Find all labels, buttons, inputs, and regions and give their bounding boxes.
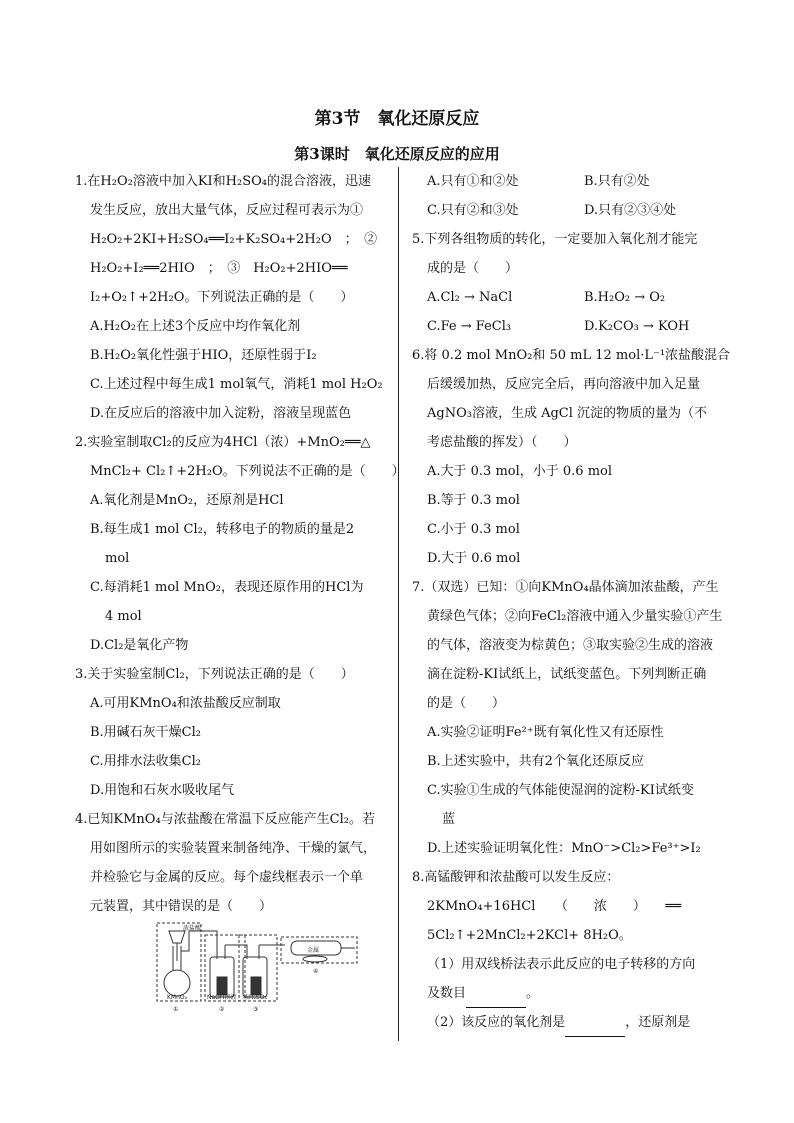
label-hcl: 浓盐酸	[183, 925, 202, 932]
q4-line-1: 4.已知KMnO₄与浓盐酸在常温下反应能产生Cl₂。若	[75, 812, 375, 827]
q4-line-3: 并检验它与金属的反应。每个虚线框表示一个单	[90, 870, 364, 885]
q3-option-a: A.可用KMnO₄和浓盐酸反应制取	[90, 696, 281, 711]
q2-option-c: C.每消耗1 mol MnO₂，表现还原作用的HCl为	[90, 580, 364, 595]
q8-equation-2: 5Cl₂↑+2MnCl₂+2KCl+ 8H₂O。	[427, 928, 632, 943]
q3-stem: 3.关于实验室制Cl₂，下列说法正确的是（ ）	[75, 667, 354, 682]
q2-option-d: D.Cl₂是氧化产物	[90, 638, 189, 653]
dropping-funnel	[169, 931, 185, 943]
q5-option-c: C.Fe → FeCl₃	[427, 319, 512, 334]
q7-line-5: 的是（ ）	[427, 696, 506, 711]
q2-option-b: B.每生成1 mol Cl₂，转移电子的物质的量是2	[90, 522, 355, 537]
label-metal: 金属	[307, 947, 320, 954]
unit-box-1	[157, 923, 201, 1001]
q1-line-5: I₂+O₂↑+2H₂O。下列说法正确的是（ ）	[90, 290, 354, 305]
q6-line-1: 6.将 0.2 mol MnO₂和 50 mL 12 mol·L⁻¹浓盐酸混合	[412, 348, 731, 363]
q5-option-a: A.Cl₂ → NaCl	[427, 290, 513, 305]
q4-option-b: B.只有②处	[584, 174, 650, 189]
q2-option-a: A.氧化剂是MnO₂，还原剂是HCl	[90, 493, 284, 508]
q4-line-4: 元装置，其中错误的是（ ）	[90, 899, 273, 914]
q2-line-1: 2.实验室制取Cl₂的反应为4HCl（浓）+MnO₂══△	[75, 435, 371, 450]
q1-option-a: A.H₂O₂在上述3个反应中均作氧化剂	[90, 319, 301, 334]
label-unit-1: ①	[173, 1006, 179, 1013]
q2-option-c-cont: 4 mol	[105, 609, 142, 624]
q6-option-b: B.等于 0.3 mol	[427, 493, 520, 508]
q8-blank-2[interactable]	[565, 1020, 625, 1037]
q7-line-3: 的气体，溶液变为棕黄色；③取实验②生成的溶液	[427, 638, 714, 653]
q1-line-4: H₂O₂+I₂══2HIO ； ③ H₂O₂+2HIO══	[90, 261, 348, 276]
round-flask	[164, 970, 190, 996]
q8-part-2-text: （2）该反应的氧化剂是	[427, 1015, 566, 1030]
label-kmno4: KMnO₄	[167, 994, 188, 1001]
q6-option-a: A.大于 0.3 mol，小于 0.6 mol	[427, 464, 613, 479]
q8-part-1-cont	[412, 979, 724, 1008]
q4-option-a: A.只有①和②处	[427, 174, 519, 189]
q3-option-b: B.用碱石灰干燥Cl₂	[90, 725, 202, 740]
q8-period: 。	[526, 986, 540, 1001]
q4-options-row-2	[412, 196, 724, 225]
q6-option-d: D.大于 0.6 mol	[427, 551, 521, 566]
q4-option-d: D.只有②③④处	[584, 203, 677, 218]
q5-stem-2: 成的是（ ）	[427, 261, 519, 276]
q3-option-d: D.用饱和石灰水吸收尾气	[90, 783, 235, 798]
label-h2so4: 浓H₂SO₄	[243, 994, 267, 1001]
q7-line-1: 7.（双选）已知：①向KMnO₄晶体滴加浓盐酸，产生	[412, 580, 719, 595]
q5-stem-1: 5.下列各组物质的转化，一定要加入氧化剂才能完	[412, 232, 698, 247]
q5-options-row-1	[412, 283, 724, 312]
burner	[303, 956, 327, 962]
q8-blank-1[interactable]	[466, 991, 526, 1008]
q3-option-c: C.用排水法收集Cl₂	[90, 754, 201, 769]
liquid-3	[251, 977, 261, 995]
q5-option-b: B.H₂O₂ → O₂	[584, 290, 666, 305]
q8-part-1-text: 及数目	[427, 986, 467, 1001]
left-column	[75, 167, 405, 1016]
label-unit-4: ④	[313, 968, 319, 975]
right-column	[412, 167, 731, 1037]
q7-option-c-cont: 蓝	[442, 812, 456, 827]
apparatus-diagram	[155, 921, 395, 1016]
q7-option-a: A.实验②证明Fe²⁺既有氧化性又有还原性	[427, 725, 664, 740]
q4-line-2: 用如图所示的实验装置来制备纯净、干燥的氯气，	[90, 841, 377, 856]
q8-part-2	[412, 1008, 724, 1037]
q1-line-1: 1.在H₂O₂溶液中加入KI和H₂SO₄的混合溶液，迅速	[75, 174, 371, 189]
q6-option-c: C.小于 0.3 mol	[427, 522, 520, 537]
q6-line-4: 考虑盐酸的挥发）（ ）	[427, 435, 577, 450]
q1-line-2: 发生反应，放出大量气体，反应过程可表示为①	[90, 203, 364, 218]
column-divider	[398, 167, 399, 1041]
q8-equation-1: 2KMnO₄+16HCl （ 浓 ） ══	[427, 899, 682, 914]
q8-part-2-tail: ，还原剂是	[625, 1015, 691, 1030]
label-unit-3: ③	[253, 1006, 259, 1013]
apparatus-figure	[155, 921, 395, 1016]
q5-option-d: D.K₂CO₃ → KOH	[584, 319, 690, 334]
q7-option-d: D.上述实验证明氧化性：MnO⁻>Cl₂>Fe³⁺>I₂	[427, 841, 701, 856]
section-title: 第3节 氧化还原反应	[314, 109, 480, 129]
q8-stem: 8.高锰酸钾和浓盐酸可以发生反应：	[412, 870, 620, 885]
q4-options-row-1	[412, 167, 724, 196]
q7-line-2: 黄绿色气体；②向FeCl₂溶液中通入少量实验①产生	[427, 609, 723, 624]
q7-line-4: 滴在淀粉-KI试纸上，试纸变蓝色。下列判断正确	[427, 667, 707, 682]
q1-option-b: B.H₂O₂氧化性强于HIO，还原性弱于I₂	[90, 348, 317, 363]
q6-line-3: AgNO₃溶液，生成 AgCl 沉淀的物质的量为（不	[427, 406, 708, 421]
label-unit-2: ②	[219, 1006, 225, 1013]
q7-option-b: B.上述实验中，共有2个氧化还原反应	[427, 754, 644, 769]
q7-option-c: C.实验①生成的气体能使湿润的淀粉-KI试纸变	[427, 783, 694, 798]
q1-line-3: H₂O₂+2KI+H₂SO₄══I₂+K₂SO₄+2H₂O ； ②	[90, 232, 378, 247]
lesson-title: 第3课时 氧化还原反应的应用	[294, 145, 500, 163]
q1-option-d: D.在反应后的溶液中加入淀粉，溶液呈现蓝色	[90, 406, 352, 421]
label-naoh: NaOH溶液	[207, 994, 237, 1001]
liquid-2	[217, 977, 227, 995]
q4-option-c: C.只有②和③处	[427, 203, 519, 218]
q1-option-c: C.上述过程中每生成1 mol氧气，消耗1 mol H₂O₂	[90, 377, 383, 392]
q5-options-row-2	[412, 312, 724, 341]
q2-line-2: MnCl₂+ Cl₂↑+2H₂O。下列说法不正确的是（ ）	[90, 464, 405, 479]
q8-part-1: （1）用双线桥法表示此反应的电子转移的方向	[427, 957, 696, 972]
q6-line-2: 后缓缓加热，反应完全后，再向溶液中加入足量	[427, 377, 701, 392]
q2-option-b-cont: mol	[105, 551, 130, 566]
